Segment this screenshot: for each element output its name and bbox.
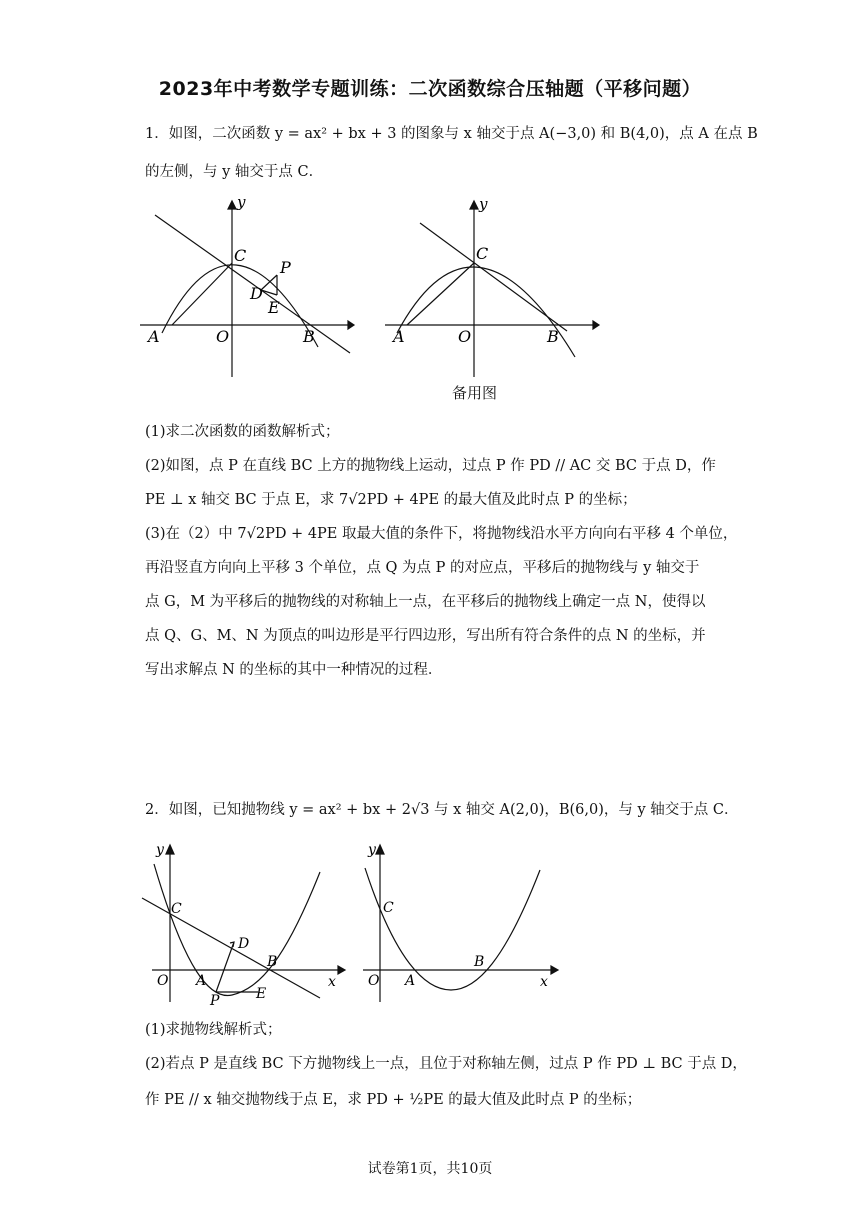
fig1-label-o: O: [216, 327, 230, 346]
fig2-label-y: y: [479, 195, 488, 213]
figure-caption: 备用图: [452, 384, 498, 402]
fig1-label-c: C: [234, 246, 247, 265]
p2fig2-label-o: O: [368, 973, 380, 989]
fig1-label-p: P: [280, 258, 291, 277]
problem1-q3-line2: 再沿竖直方向向上平移 3 个单位，点 Q 为点 P 的对应点，平移后的抛物线与 y 轴交于: [145, 560, 700, 576]
problem2-stem: 2．如图，已知抛物线 y = ax² + bx + 2√3 与 x 轴交 A(2,0)，B(6,0)，与 y 轴交于点 C．: [145, 802, 739, 818]
p2fig1-label-b: B: [267, 954, 278, 970]
fig1-label-b: B: [303, 327, 315, 346]
fig1-label-y: y: [237, 195, 246, 211]
problem1-q3-line5: 写出求解点 N 的坐标的其中一种情况的过程．: [145, 662, 443, 678]
p2fig1-label-y: y: [156, 842, 164, 858]
p2fig1-label-e: E: [256, 986, 267, 1002]
problem2-figure-spare: [355, 840, 565, 1005]
p2fig2-label-x: x: [540, 974, 548, 990]
problem1-q1: (1)求二次函数的函数解析式；: [145, 424, 340, 440]
problem1-stem-line2: 的左侧，与 y 轴交于点 C．: [145, 164, 324, 180]
fig2-label-o: O: [458, 327, 472, 346]
p2fig2-label-c: C: [383, 900, 394, 916]
p2fig1-label-d: D: [238, 936, 250, 952]
problem2-q1: (1)求抛物线解析式；: [145, 1022, 282, 1038]
problem2-figure-main: [140, 840, 350, 1005]
page-title: 2023年中考数学专题训练：二次函数综合压轴题（平移问题）: [158, 78, 702, 100]
fig1-label-e: E: [268, 298, 280, 317]
problem2-q2-line2: 作 PE // x 轴交抛物线于点 E，求 PD + ½PE 的最大值及此时点 P 的坐标；: [145, 1092, 642, 1108]
p2fig2-label-y: y: [368, 842, 376, 858]
problem1-figure-main: [140, 195, 360, 380]
p2fig1-label-a: A: [196, 973, 207, 989]
p2fig1-label-o: O: [157, 973, 169, 989]
problem1-figure-spare: [385, 195, 605, 380]
problem1-stem-line1: 1．如图，二次函数 y = ax² + bx + 3 的图象与 x 轴交于点 A(−3,0) 和 B(4,0)，点 A 在点 B: [145, 126, 758, 142]
p2fig2-label-a: A: [405, 973, 416, 989]
problem1-q2-line2: PE ⊥ x 轴交 BC 于点 E，求 7√2PD + 4PE 的最大值及此时点 P 的坐标；: [145, 492, 637, 508]
p2fig1-label-p: P: [210, 993, 220, 1005]
p2fig2-label-b: B: [474, 954, 485, 970]
fig2-label-c: C: [476, 244, 489, 263]
problem1-q2-line1: (2)如图，点 P 在直线 BC 上方的抛物线上运动，过点 P 作 PD // AC 交 BC 于点 D，作: [145, 458, 716, 474]
problem2-q2-line1: (2)若点 P 是直线 BC 下方抛物线上一点，且位于对称轴左侧，过点 P 作 PD ⊥ BC 于点 D，: [145, 1056, 747, 1072]
problem1-q3-line1: (3)在（2）中 7√2PD + 4PE 取最大值的条件下，将抛物线沿水平方向向右平移 4 个单位，: [145, 526, 738, 542]
fig1-label-d: D: [250, 284, 263, 303]
fig1-label-a: A: [148, 327, 160, 346]
p2fig1-label-x: x: [328, 974, 336, 990]
problem1-q3-line4: 点 Q、G、M、N 为顶点的叫边形是平行四边形，写出所有符合条件的点 N 的坐标，并: [145, 628, 706, 644]
p2fig1-label-c: C: [171, 901, 182, 917]
problem1-q3-line3: 点 G，M 为平移后的抛物线的对称轴上一点，在平移后的抛物线上确定一点 N，使得以: [145, 594, 706, 610]
fig2-label-a: A: [393, 327, 405, 346]
fig2-label-b: B: [547, 327, 559, 346]
page-footer: 试卷第1页，共10页: [367, 1161, 493, 1177]
